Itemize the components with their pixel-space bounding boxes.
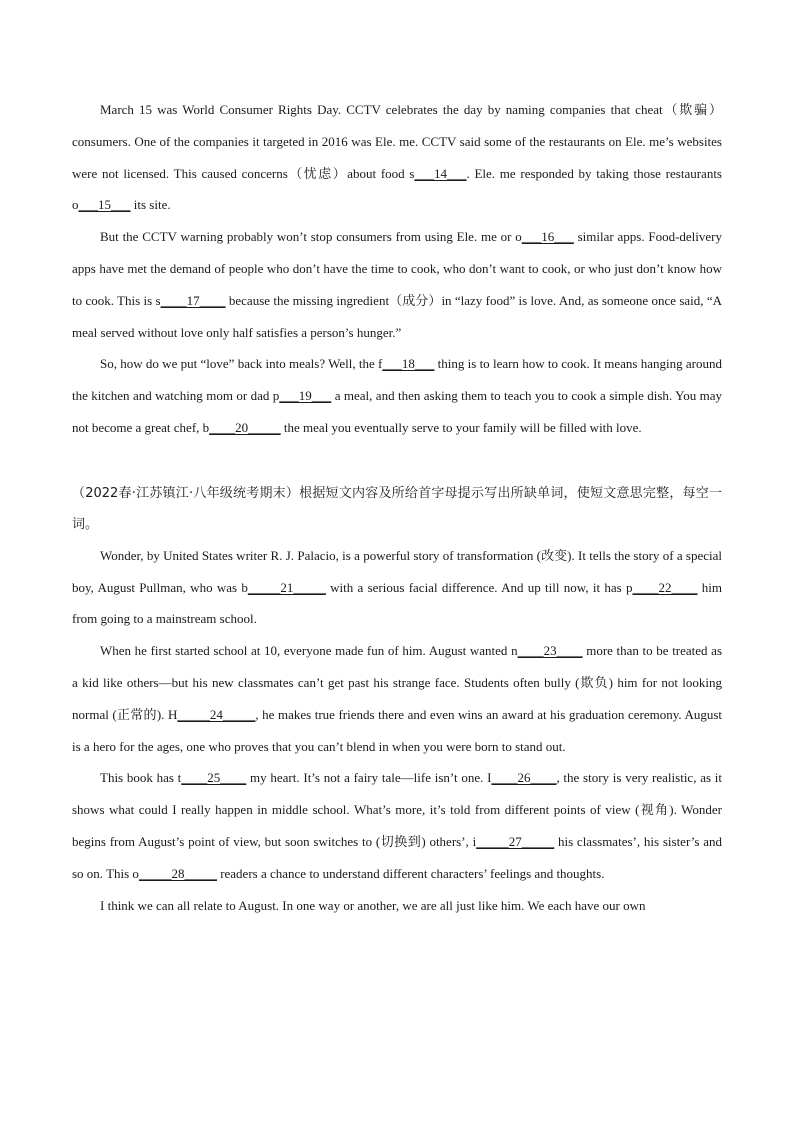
blank-field[interactable]: ___15___ (78, 197, 131, 213)
text-segment: a meal, and then asking them to teach you to cook a simple dish. You may not become a great chef, b (72, 388, 722, 435)
text-segment: , the story is very realistic, as it shows what could I really happen in middle school. What’s more, it’s told from different points of view (视角). Wonder begins from August’s point of view, but soon switches to (切换到) others’, i (72, 770, 722, 849)
text-segment: his classmates’, his sister’s and so on. This o (72, 833, 722, 881)
text-segment: This book has t (100, 770, 182, 786)
blank-field[interactable]: ___16___ (521, 229, 574, 245)
paragraph (72, 94, 722, 221)
text-segment: more than to be treated as a kid like others—but his new classmates can’t get past his strange face. Students often bully (欺负) him for not looking normal (正常的). H (72, 643, 723, 722)
section-gap (72, 444, 722, 478)
blank-field[interactable]: _____28_____ (138, 865, 217, 881)
text-segment: its site. (130, 197, 171, 213)
text-segment: similar apps. Food-delivery apps have met the demand of people who don’t have the time to cook, who don’t want to cook, or who just don’t know how to cook. This is s (72, 229, 723, 308)
passage-consumer-rights (72, 94, 722, 444)
blank-field[interactable]: ____25____ (181, 770, 247, 786)
text-segment: because the missing ingredient（成分）in “lazy food” is love. And, as someone once said, “A meal served without love only half satisfies a person’s hunger.” (72, 292, 722, 340)
text-segment: him from going to a mainstream school. (72, 579, 722, 627)
blank-field[interactable]: ____17____ (160, 292, 226, 308)
passage-wonder (72, 540, 722, 922)
paragraph (72, 635, 722, 762)
text-segment: my heart. It’s not a fairy tale—life isn’t one. I (246, 770, 492, 786)
text-segment: readers a chance to understand different characters’ feelings and thoughts. (216, 865, 605, 881)
paragraph (72, 221, 722, 348)
text-segment: Wonder, by United States writer R. J. Palacio, is a powerful story of transformation (改变). It tells the story of a special boy, August Pullman, who was b (72, 547, 722, 595)
text-segment: with a serious facial difference. And up till now, it has p (325, 579, 633, 595)
blank-field[interactable]: _____27_____ (476, 833, 555, 849)
text-segment: But the CCTV warning probably won’t stop consumers from using Ele. me or o (100, 229, 522, 245)
paragraph (72, 540, 722, 635)
text-segment: So, how do we put “love” back into meals? Well, the f (100, 356, 383, 372)
blank-field[interactable]: _____24_____ (177, 706, 256, 722)
text-segment: , he makes true friends there and even wins an award at his graduation ceremony. August is a hero for the ages, one who proves that you can’t blend in when you were born to stand out. (72, 706, 723, 754)
paragraph (72, 890, 722, 922)
blank-field[interactable]: ___14___ (414, 165, 467, 181)
text-segment: the meal you eventually serve to your family will be filled with love. (280, 419, 642, 435)
document-page (72, 94, 722, 921)
blank-field[interactable]: ____20_____ (209, 419, 281, 435)
blank-field[interactable]: ___19___ (279, 388, 332, 404)
text-segment: . Ele. me responded by taking those restaurants o (72, 165, 722, 213)
text-segment: March 15 was World Consumer Rights Day. CCTV celebrates the day by naming companies that cheat（欺骗）consumers. One of the companies it targeted in 2016 was Ele. me. CCTV said some of the restaurants on Ele. me’s websites were not licensed. This caused concerns（忧虑）about food s (72, 102, 722, 181)
blank-field[interactable]: ____23____ (517, 643, 583, 659)
blank-field[interactable]: ____22____ (632, 579, 698, 595)
blank-field[interactable]: ____26____ (491, 770, 557, 786)
blank-field[interactable]: ___18___ (382, 356, 435, 372)
blank-field[interactable]: _____21_____ (247, 579, 326, 595)
text-segment: I think we can all relate to August. In one way or another, we are all just like him. We each have our own (100, 897, 646, 913)
exercise-instruction: （2022春·江苏镇江·八年级统考期末）根据短文内容及所给首字母提示写出所缺单词，使短文意思完整，每空一词。 (72, 485, 722, 532)
paragraph (72, 348, 722, 443)
paragraph (72, 762, 722, 889)
text-segment: thing is to learn how to cook. It means hanging around the kitchen and watching mom or dad p (72, 356, 722, 404)
text-segment: When he first started school at 10, everyone made fun of him. August wanted n (100, 643, 518, 659)
